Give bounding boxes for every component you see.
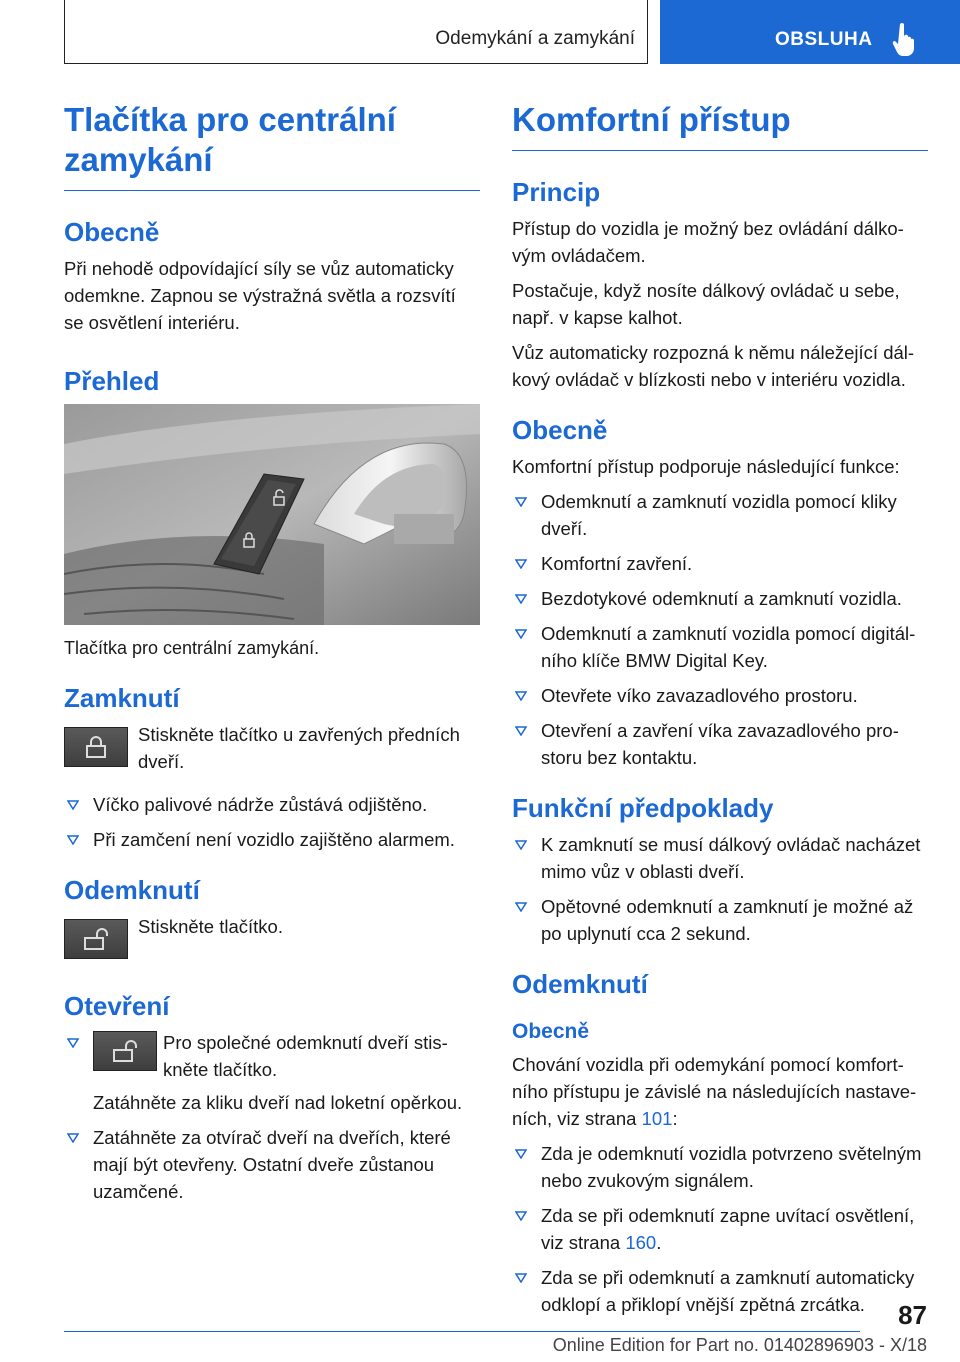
page-number: 87 (898, 1300, 927, 1330)
triangle-bullet-icon (515, 691, 527, 701)
footer-edition: Online Edition for Part no. 01402896903 - X/18 (552, 1335, 927, 1355)
heading-open: Otevření (64, 991, 170, 1021)
open-step-1: Pro společné odemknutí dveří stiskněte tlačítko. (93, 1029, 480, 1083)
heading-general: Obecně (64, 217, 160, 247)
hand-pointer-icon (892, 22, 918, 56)
triangle-bullet-icon (515, 594, 527, 604)
image-caption: Tlačítka pro centrální zamykání. (64, 638, 320, 658)
principle-p3: Vůz automaticky rozpozná k němu náležející dálkový ovládač v blízkosti nebo v interiéru vozidla. (512, 342, 915, 390)
header-frame (64, 0, 648, 64)
principle-p1: Přístup do vozidla je možný bez ovládání dálkovým ovládačem. (512, 218, 904, 266)
list-item: Otevření a zavření víka zavazadlového prostoru bez kontaktu. (512, 717, 928, 771)
unlock-text: Stiskněte tlačítko. (138, 916, 283, 937)
unlock-icon (83, 926, 109, 952)
page-ref-link[interactable]: 160 (625, 1232, 657, 1253)
section-title: Odemykání a zamykání (435, 28, 635, 49)
lock-button-image (64, 727, 128, 767)
triangle-bullet-icon (67, 1038, 79, 1048)
principle-p2: Postačuje, když nosíte dálkový ovládač u sebe, např. v kapse kalhot. (512, 280, 900, 328)
subheading-general: Obecně (512, 1020, 590, 1043)
list-item: Při zamčení není vozidlo zajištěno alarmem. (64, 826, 480, 853)
triangle-bullet-icon (515, 559, 527, 569)
list-item: Opětovné odemknutí a zamknutí je možné až po uplynutí cca 2 sekund. (512, 893, 928, 947)
chapter-tab-label: OBSLUHA (775, 29, 873, 50)
unlock-text-right: Chování vozidla při odemykání pomocí komfortního přístupu je závislé na následujících nastaveních, viz strana 101: (512, 1054, 917, 1129)
page-ref-link[interactable]: 101 (641, 1108, 673, 1129)
list-item (64, 1029, 480, 1116)
general-intro: Komfortní přístup podporuje následující funkce: (512, 456, 900, 477)
footer-divider (64, 1331, 860, 1332)
unlock-icon (112, 1038, 138, 1064)
triangle-bullet-icon (67, 1133, 79, 1143)
heading-lock: Zamknutí (64, 683, 180, 713)
general-bullets (512, 488, 928, 771)
triangle-bullet-icon (515, 1273, 527, 1283)
heading-prerequisites: Funkční předpoklady (512, 793, 774, 823)
triangle-bullet-icon (515, 1211, 527, 1221)
list-item: Bezdotykové odemknutí a zamknutí vozidla. (512, 585, 928, 612)
chapter-tab[interactable] (660, 0, 960, 64)
triangle-bullet-icon (515, 840, 527, 850)
list-item: Zda se při odemknutí a zamknutí automaticky odklopí a přiklopí vnější zpětná zrcátka. (512, 1264, 928, 1318)
heading-unlock: Odemknutí (64, 875, 200, 905)
page-title: Tlačítka pro centrální zamykání (64, 100, 480, 191)
triangle-bullet-icon (515, 497, 527, 507)
list-item: Zda je odemknutí vozidla potvrzeno světelným nebo zvukovým signálem. (512, 1140, 928, 1194)
lock-instruction (64, 721, 480, 777)
door-lock-buttons-photo (64, 404, 480, 625)
right-column (512, 100, 928, 1326)
unlock-button-image (93, 1031, 157, 1071)
triangle-bullet-icon (515, 629, 527, 639)
list-item: K zamknutí se musí dálkový ovládač nacházet mimo vůz v oblasti dveří. (512, 831, 928, 885)
open-step-1-sub: Zatáhněte za kliku dveří nad loketní opěrkou. (93, 1092, 463, 1113)
open-bullets (64, 1029, 480, 1205)
triangle-bullet-icon (515, 726, 527, 736)
lock-icon (83, 734, 109, 760)
lock-text: Stiskněte tlačítko u zavřených předních dveří. (138, 724, 460, 772)
unlock-instruction (64, 913, 480, 969)
heading-principle: Princip (512, 177, 601, 207)
triangle-bullet-icon (67, 800, 79, 810)
unlock-bullets (512, 1140, 928, 1318)
list-item: Odemknutí a zamknutí vozidla pomocí digitálního klíče BMW Digital Key. (512, 620, 928, 674)
prereq-bullets (512, 831, 928, 947)
unlock-button-image (64, 919, 128, 959)
list-item: Otevřete víko zavazadlového prostoru. (512, 682, 928, 709)
triangle-bullet-icon (515, 902, 527, 912)
triangle-bullet-icon (67, 835, 79, 845)
heading-overview: Přehled (64, 366, 160, 396)
page-title-right: Komfortní přístup (512, 100, 928, 151)
list-item: Zatáhněte za otvírač dveří na dveřích, které mají být otevřeny. Ostatní dveře zůstanou uzamčené. (64, 1124, 480, 1205)
general-text: Při nehodě odpovídající síly se vůz automaticky odemkne. Zapnou se výstražná světla a rozsvítí se osvětlení interiéru. (64, 258, 456, 333)
list-item: Víčko palivové nádrže zůstává odjištěno. (64, 791, 480, 818)
list-item: Odemknutí a zamknutí vozidla pomocí kliky dveří. (512, 488, 928, 542)
left-column (64, 100, 480, 1213)
heading-general-right: Obecně (512, 415, 608, 445)
list-item: Zda se při odemknutí zapne uvítací osvětlení, viz strana 160. (512, 1202, 928, 1256)
lock-bullets (64, 791, 480, 853)
heading-unlock-right: Odemknutí (512, 969, 648, 999)
list-item: Komfortní zavření. (512, 550, 928, 577)
triangle-bullet-icon (515, 1149, 527, 1159)
